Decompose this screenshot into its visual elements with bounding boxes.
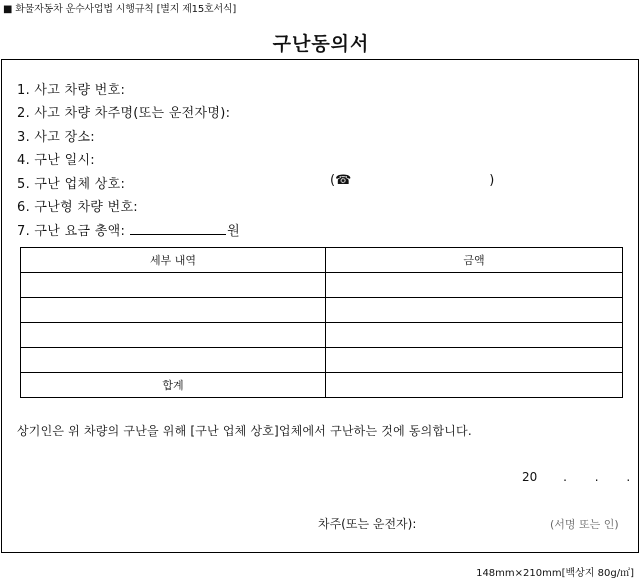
table-header-amount: 금액	[326, 248, 623, 273]
total-amount-cell	[326, 373, 623, 398]
page-title: 구난동의서	[272, 33, 370, 55]
field-vehicle-owner-name	[17, 102, 230, 121]
fee-amount-blank	[130, 224, 226, 235]
field-label: 2. 사고 차량 차주명(또는 운전자명):	[17, 106, 231, 121]
paper-size-note: 148mm×210mm[백상지 80g/㎡]	[476, 568, 634, 579]
phone-close-paren: )	[489, 173, 495, 188]
field-rescue-datetime	[17, 149, 95, 168]
signature-date	[522, 470, 630, 484]
fee-unit: 원	[227, 224, 240, 239]
field-rescue-company-name	[17, 173, 125, 192]
field-label: 4. 구난 일시:	[17, 153, 95, 168]
field-label: 6. 구난형 차량 번호:	[17, 200, 138, 215]
date-sep-month: .	[594, 470, 599, 484]
field-label: 5. 구난 업체 상호:	[17, 177, 126, 192]
field-label: 3. 사고 장소:	[17, 130, 95, 145]
table-row	[21, 298, 623, 323]
table-row	[21, 323, 623, 348]
amount-cell	[326, 273, 623, 298]
amount-cell	[326, 323, 623, 348]
date-year: 20	[522, 470, 538, 484]
detail-cell	[21, 273, 326, 298]
table-header-detail: 세부 내역	[21, 248, 326, 273]
table-row	[21, 273, 623, 298]
field-accident-vehicle-number	[17, 79, 125, 98]
field-accident-location	[17, 126, 95, 145]
date-sep-year: .	[563, 470, 567, 484]
detail-cell	[21, 348, 326, 373]
telephone-icon: ☎	[335, 173, 352, 188]
phone-number-field	[330, 173, 494, 188]
field-tow-vehicle-number	[17, 196, 138, 215]
field-rescue-fee-total	[17, 220, 240, 239]
sign-or-seal-label: (서명 또는 인)	[550, 518, 619, 531]
date-sep-day: .	[626, 470, 631, 484]
form-header-note: ■ 화물자동차 운수사업법 시행규칙 [별지 제15호서식]	[3, 4, 237, 15]
field-label: 1. 사고 차량 번호:	[17, 83, 126, 98]
table-total-row	[21, 373, 623, 398]
table-row	[21, 348, 623, 373]
table-header-row	[21, 248, 623, 273]
consent-statement: 상기인은 위 차량의 구난을 위해 [구난 업체 상호]업체에서 구난하는 것에 동의합니다.	[17, 424, 472, 438]
detail-cell	[21, 298, 326, 323]
amount-cell	[326, 298, 623, 323]
owner-signature-label: 차주(또는 운전자):	[318, 517, 417, 531]
field-label: 7. 구난 요금 총액:	[17, 224, 126, 239]
detail-cell	[21, 323, 326, 348]
phone-open-paren: (	[330, 173, 336, 188]
total-label: 합계	[21, 373, 326, 398]
amount-cell	[326, 348, 623, 373]
fee-detail-table	[20, 247, 623, 398]
